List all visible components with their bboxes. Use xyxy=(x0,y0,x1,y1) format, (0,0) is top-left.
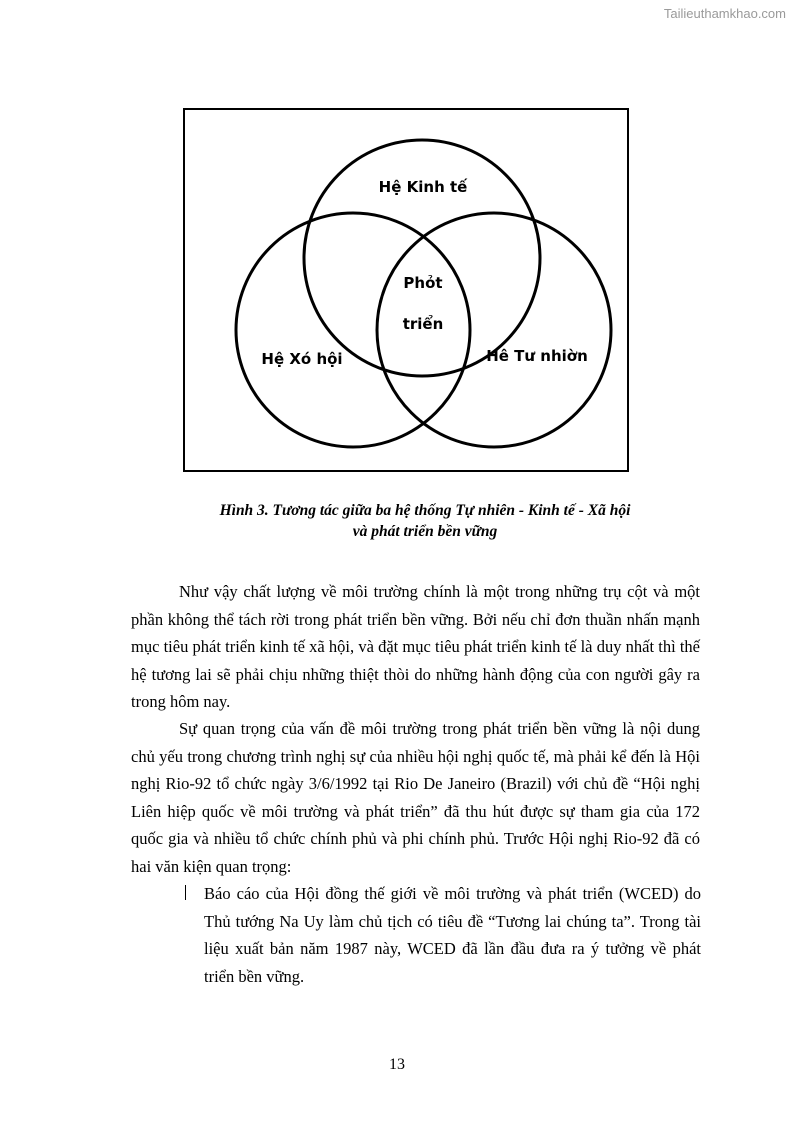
venn-diagram-figure xyxy=(183,108,629,472)
economic-system-label: Hệ Kinh tế xyxy=(378,178,468,196)
bullet-list-item xyxy=(185,880,701,990)
natural-system-label: Hê Tư nhiờn xyxy=(486,347,588,365)
development-label-line1: Phỏt xyxy=(403,274,443,292)
social-system-label: Hệ Xó hội xyxy=(261,350,343,368)
bullet-marker-icon xyxy=(185,885,191,900)
body-paragraph-2: Sự quan trọng của vấn đề môi trường trong phát triển bền vững là nội dung chủ yếu trong chương trình nghị sự của nhiều hội nghị quốc tế, mà phải kể đến là Hội nghị Rio-92 tổ chức ngày 3/6/1992 tại Rio De Janeiro (Brazil) với chủ đề “Hội nghị Liên hiệp quốc về môi trường và phát triển” đã thu hút được sự tham gia của 172 quốc gia và nhiều tổ chức chính phủ và phi chính phủ. Trước Hội nghị Rio-92 đã có hai văn kiện quan trọng: xyxy=(131,719,700,876)
watermark: Tailieuthamkhao.com xyxy=(663,6,786,21)
development-label-line2: triển xyxy=(402,315,444,333)
page-number: 13 xyxy=(389,1056,405,1073)
economic-system-circle xyxy=(304,140,540,376)
venn-diagram xyxy=(185,110,631,474)
figure-caption-line1: Hình 3. Tương tác giữa ba hệ thống Tự nhiên - Kinh tế - Xã hội xyxy=(219,502,631,519)
bullet-text: Báo cáo của Hội đồng thế giới về môi trường và phát triển (WCED) do Thủ tướng Na Uy làm chủ tịch có tiêu đề “Tương lai chúng ta”. Trong tài liệu xuất bản năm 1987 này, WCED đã lần đầu đưa ra ý tưởng về phát triển bền vững. xyxy=(204,884,701,986)
figure-caption-line2: và phát triển bền vững xyxy=(352,523,498,540)
body-paragraph-1: Như vậy chất lượng về môi trường chính là một trong những trụ cột và một phần không thể tách rời trong phát triển bền vững. Bởi nếu chỉ đơn thuần nhấn mạnh mục tiêu phát triển kinh tế xã hội, và đặt mục tiêu phát triển kinh tế là duy nhất thì thế hệ tương lai sẽ phải chịu những thiệt thòi do những hành động của con người gây ra trong hôm nay. xyxy=(131,582,700,711)
